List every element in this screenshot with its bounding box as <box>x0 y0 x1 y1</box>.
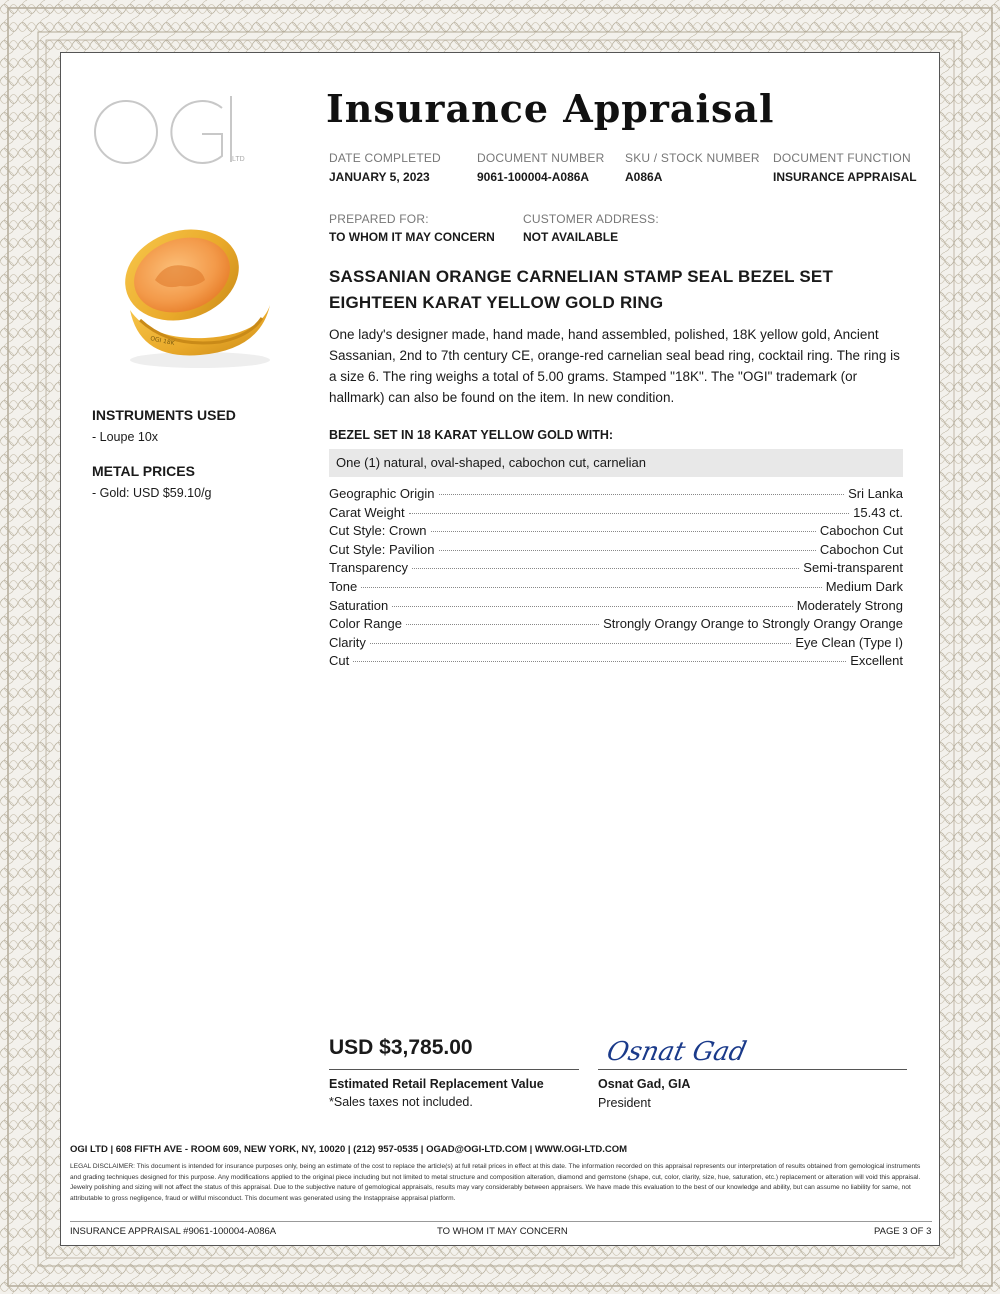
document-number-value: 9061-100004-A086A <box>477 170 590 184</box>
metal-prices-heading: METAL PRICES <box>92 463 195 479</box>
legal-disclaimer: LEGAL DISCLAIMER: This document is intended for insurance purposes only, being an estimate of the cost to replace the article(s) at full retail prices in effect at this date. The information recorded on this appraisal represents our interpretation of results obtained from gemological instruments and grading techniques designed for this purpose. Any modifications applied to the original piece including but not limited to metal structure and composition alteration, diamond and gemstone (shape, cut, color, clarity, size, hue, saturation, etc.) replacement or alteration will void this appraisal. Jewelry polishing and sizing will not affect the status of this appraisal. Due to the subjective nature of gemological appraisals, results may vary considerably between appraisers. We have made this evaluation to the best of our knowledge and ability, but can assume no liability for same, not attributable to gross negligence, fraud or willful misconduct. This document was generated using the Instappraise appraisal platform. <box>70 1163 921 1202</box>
svg-text:Osnat Gad: Osnat Gad <box>604 1037 749 1067</box>
spec-value: Semi-transparent <box>803 560 903 576</box>
signature <box>604 1030 749 1070</box>
spec-row <box>329 598 903 617</box>
footer-document-ref: INSURANCE APPRAISAL #9061-100004-A086A <box>70 1226 277 1237</box>
leader-dots <box>370 643 792 644</box>
spec-label: Geographic Origin <box>329 486 435 501</box>
spec-value: Excellent <box>850 653 903 669</box>
spec-label: Color Range <box>329 616 402 632</box>
prepared-for-label: PREPARED FOR: <box>329 212 429 226</box>
spec-label: Transparency <box>329 560 408 576</box>
spec-value: 15.43 ct. <box>853 504 903 520</box>
document-title: Insurance Appraisal <box>326 86 775 131</box>
ring-stamp: OGI 18K <box>149 335 176 348</box>
leader-dots <box>361 587 822 588</box>
sku-value: A086A <box>625 170 663 184</box>
spec-label: Carat Weight <box>329 504 405 520</box>
spec-label: Cut Style: Crown <box>329 523 427 539</box>
spec-list <box>329 486 903 672</box>
document-function-value: INSURANCE APPRAISAL <box>773 170 917 184</box>
sku-label: SKU / STOCK NUMBER <box>625 151 760 165</box>
leader-dots <box>412 568 799 569</box>
leader-dots <box>439 494 845 495</box>
spec-row <box>329 560 903 579</box>
customer-address-value: NOT AVAILABLE <box>523 230 619 244</box>
spec-row <box>329 542 903 561</box>
spec-label: Cut <box>329 653 350 669</box>
ogi-logo <box>94 92 254 172</box>
spec-row <box>329 616 903 635</box>
prepared-for-value: TO WHOM IT MAY CONCERN <box>329 230 495 244</box>
spec-value: Eye Clean (Type I) <box>795 634 903 650</box>
spec-value: Cabochon Cut <box>819 523 903 539</box>
company-info: OGI LTD | 608 FIFTH AVE - ROOM 609, NEW YORK, NY, 10020 | (212) 957-0535 | OGAD@OGI-LTD.COM | WWW.OGI-LTD.COM <box>70 1144 628 1155</box>
stone-summary: One (1) natural, oval-shaped, cabochon cut, carnelian <box>329 449 903 477</box>
footer-divider <box>70 1221 932 1222</box>
spec-row <box>329 653 903 672</box>
spec-value: Medium Dark <box>825 578 903 594</box>
ring-photo <box>110 210 280 380</box>
footer-recipient: TO WHOM IT MAY CONCERN <box>437 1226 568 1237</box>
price-divider <box>329 1069 579 1070</box>
spec-label: Cut Style: Pavilion <box>329 541 435 557</box>
customer-address-label: CUSTOMER ADDRESS: <box>523 212 659 226</box>
spec-label: Saturation <box>329 597 389 613</box>
spec-row <box>329 635 903 654</box>
leader-dots <box>392 606 793 607</box>
page-number: PAGE 3 OF 3 <box>874 1226 932 1237</box>
signer-name: Osnat Gad, GIA <box>598 1077 691 1091</box>
instruments-value: - Loupe 10x <box>92 430 159 444</box>
price-label: Estimated Retail Replacement Value <box>329 1077 544 1091</box>
leader-dots <box>406 624 599 625</box>
item-description: One lady's designer made, hand made, hand assembled, polished, 18K yellow gold, Ancient Sassanian, 2nd to 7th century CE, orange-red carnelian seal bead ring, cocktail ring. The ring is a size 6. The ring weighs a total of 5.00 grams. Stamped "18K". The "OGI" trademark (or hallmark) can also be found on the item. In new condition. <box>329 327 900 405</box>
spec-value: Moderately Strong <box>796 597 903 613</box>
spec-row <box>329 523 903 542</box>
spec-row <box>329 505 903 524</box>
appraised-value: USD $3,785.00 <box>329 1036 473 1059</box>
spec-value: Strongly Orangy Orange to Strongly Orangy Orange <box>603 616 903 632</box>
spec-row <box>329 486 903 505</box>
spec-label: Clarity <box>329 634 366 650</box>
document-function-label: DOCUMENT FUNCTION <box>773 151 911 165</box>
instruments-heading: INSTRUMENTS USED <box>92 407 236 423</box>
date-completed-value: JANUARY 5, 2023 <box>329 170 430 184</box>
metal-prices-value: - Gold: USD $59.10/g <box>92 486 212 500</box>
leader-dots <box>431 531 816 532</box>
signer-title: President <box>598 1096 651 1110</box>
leader-dots <box>409 513 849 514</box>
item-title: SASSANIAN ORANGE CARNELIAN STAMP SEAL BEZEL SET EIGHTEEN KARAT YELLOW GOLD RING <box>329 267 834 312</box>
logo-sub: LTD <box>232 156 245 163</box>
spec-value: Cabochon Cut <box>819 541 903 557</box>
leader-dots <box>439 550 816 551</box>
signature-divider <box>598 1069 907 1070</box>
date-completed-label: DATE COMPLETED <box>329 151 441 165</box>
document-number-label: DOCUMENT NUMBER <box>477 151 605 165</box>
spec-row <box>329 579 903 598</box>
leader-dots <box>353 661 846 662</box>
price-note: *Sales taxes not included. <box>329 1095 473 1109</box>
spec-value: Sri Lanka <box>848 486 903 501</box>
spec-label: Tone <box>329 578 358 594</box>
setting-heading: BEZEL SET IN 18 KARAT YELLOW GOLD WITH: <box>329 428 614 442</box>
